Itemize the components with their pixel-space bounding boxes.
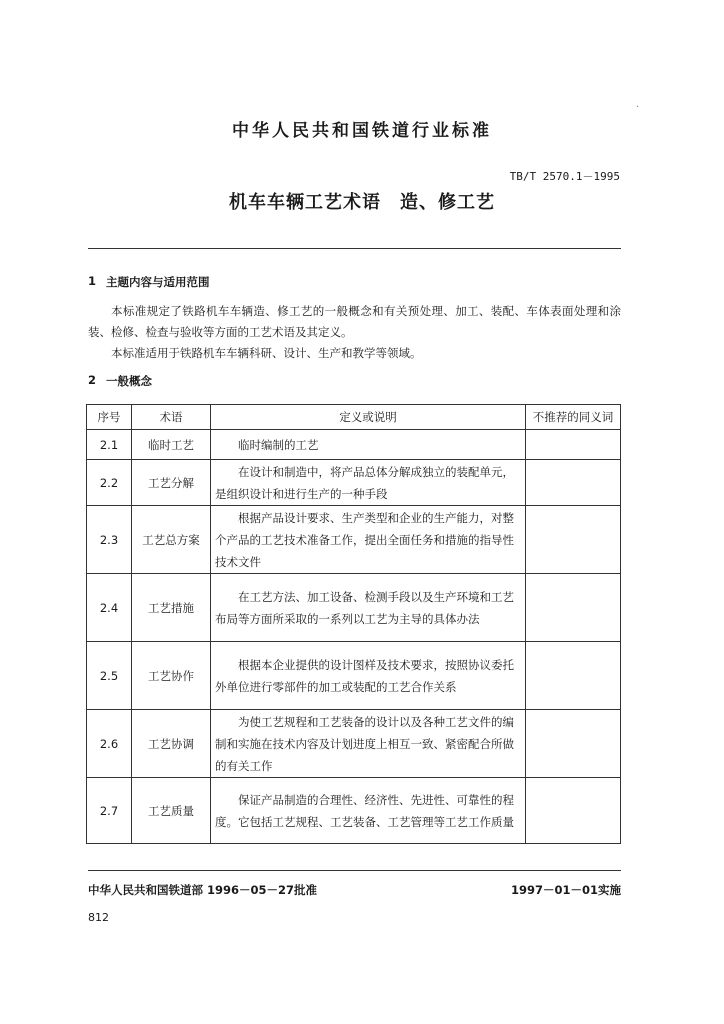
row-definition: 在工艺方法、加工设备、检测手段以及生产环境和工艺布局等方面所采取的一系列以工艺为主导的具体办法 <box>211 574 526 642</box>
section-1-number: 1 <box>88 274 97 288</box>
row-number: 2.1 <box>87 430 132 460</box>
table-header-row <box>87 405 621 430</box>
scan-edge-mark: · <box>636 102 640 113</box>
table-row <box>87 506 621 574</box>
approval-line: 中华人民共和国铁道部 1996－05－27批准 <box>88 883 318 897</box>
row-number: 2.7 <box>87 778 132 844</box>
org-title: 中华人民共和国铁道行业标准 <box>232 121 492 141</box>
header-definition: 定义或说明 <box>211 405 526 430</box>
terms-table <box>86 404 621 844</box>
row-synonym <box>526 460 621 506</box>
row-synonym <box>526 430 621 460</box>
footer-rule <box>88 870 621 871</box>
section-2-heading: 一般概念 <box>106 374 152 388</box>
standard-code: TB/T 2570.1－1995 <box>509 170 620 183</box>
header-rule <box>88 248 621 249</box>
row-synonym <box>526 642 621 710</box>
table-row <box>87 430 621 460</box>
row-number: 2.6 <box>87 710 132 778</box>
row-definition: 为使工艺规程和工艺装备的设计以及各种工艺文件的编制和实施在技术内容及计划进度上相互一致、紧密配合所做的有关工作 <box>211 710 526 778</box>
table-row <box>87 778 621 844</box>
row-term: 工艺总方案 <box>132 506 211 574</box>
header-term: 术语 <box>132 405 211 430</box>
section-2-number: 2 <box>88 373 97 387</box>
row-term: 工艺协调 <box>132 710 211 778</box>
section-1-paragraph-1: 本标准规定了铁路机车车辆造、修工艺的一般概念和有关预处理、加工、装配、车体表面处理和涂装、检修、检查与验收等方面的工艺术语及其定义。 <box>88 304 621 339</box>
document-title: 机车车辆工艺术语 造、修工艺 <box>229 192 495 213</box>
table-row <box>87 460 621 506</box>
row-number: 2.4 <box>87 574 132 642</box>
page-number: 812 <box>88 911 109 924</box>
row-definition: 在设计和制造中，将产品总体分解成独立的装配单元，是组织设计和进行生产的一种手段 <box>211 460 526 506</box>
row-term: 临时工艺 <box>132 430 211 460</box>
section-1-paragraph-2: 本标准适用于铁路机车车辆科研、设计、生产和教学等领域。 <box>111 346 422 360</box>
row-definition: 根据产品设计要求、生产类型和企业的生产能力，对整个产品的工艺技术准备工作，提出全面任务和措施的指导性技术文件 <box>211 506 526 574</box>
row-term: 工艺分解 <box>132 460 211 506</box>
row-term: 工艺措施 <box>132 574 211 642</box>
row-synonym <box>526 710 621 778</box>
row-number: 2.2 <box>87 460 132 506</box>
row-synonym <box>526 574 621 642</box>
row-synonym <box>526 778 621 844</box>
effective-date: 1997－01－01实施 <box>510 883 621 897</box>
table-row <box>87 642 621 710</box>
row-definition: 保证产品制造的合理性、经济性、先进性、可靠性的程度。它包括工艺规程、工艺装备、工艺管理等工艺工作质量 <box>211 778 526 844</box>
row-synonym <box>526 506 621 574</box>
section-1-heading: 主题内容与适用范围 <box>106 275 210 289</box>
table-row <box>87 710 621 778</box>
table-row <box>87 574 621 642</box>
row-term: 工艺协作 <box>132 642 211 710</box>
row-number: 2.3 <box>87 506 132 574</box>
row-number: 2.5 <box>87 642 132 710</box>
row-definition: 根据本企业提供的设计图样及技术要求，按照协议委托外单位进行零部件的加工或装配的工艺合作关系 <box>211 642 526 710</box>
header-number: 序号 <box>87 405 132 430</box>
row-definition: 临时编制的工艺 <box>211 430 526 460</box>
header-synonym: 不推荐的同义词 <box>526 405 621 430</box>
row-term: 工艺质量 <box>132 778 211 844</box>
